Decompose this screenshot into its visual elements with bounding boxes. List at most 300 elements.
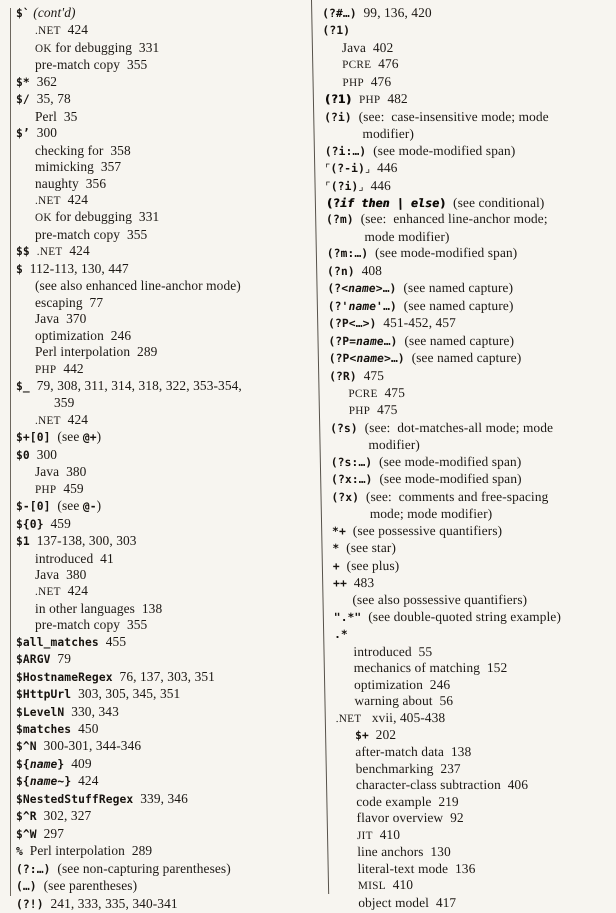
- entry-text: (see star): [339, 540, 397, 556]
- entry-text: 450: [71, 721, 99, 737]
- index-entry: [324, 126, 614, 142]
- index-entry: [16, 40, 304, 57]
- index-entry: [16, 295, 304, 311]
- code-term: $0: [16, 448, 30, 462]
- index-entry: [16, 5, 304, 22]
- entry-text: introduced 41: [35, 550, 114, 566]
- entry-text: (see: [50, 498, 83, 514]
- code-term: @+: [82, 431, 97, 445]
- entry-text: 482: [380, 91, 408, 107]
- entry-text: 330, 343: [64, 703, 119, 719]
- code-term-italic: name~: [29, 775, 65, 789]
- index-entry: [16, 826, 304, 843]
- code-term: @-: [82, 500, 97, 514]
- index-entry: [16, 91, 304, 108]
- code-term: (?P<: [328, 352, 357, 366]
- entry-text: Java 402: [341, 39, 394, 55]
- index-entry: [16, 601, 304, 617]
- index-entry: [325, 178, 615, 195]
- code-term: $ARGV: [16, 653, 51, 667]
- entry-text: Perl 35: [35, 108, 78, 124]
- code-term: (?x:…): [330, 473, 373, 487]
- code-term: (?s:…): [330, 455, 373, 469]
- entry-text: xvii, 405-438: [361, 709, 446, 725]
- code-term: (?#…): [322, 7, 357, 20]
- index-entry: [338, 861, 616, 877]
- code-term: }: [57, 757, 65, 771]
- entry-text: pre-match copy 355: [35, 617, 148, 633]
- entry-text: pre-match copy 355: [35, 57, 148, 73]
- code-term-bold: (?1): [323, 92, 353, 107]
- index-entry: [16, 243, 304, 260]
- smallcaps-text: PHP: [348, 405, 371, 418]
- smallcaps-text: JIT: [356, 829, 373, 842]
- code-term: (?': [327, 299, 349, 313]
- corner-mark: ⌟: [364, 162, 371, 176]
- entry-text: for debugging 331: [51, 209, 160, 225]
- code-term: >…): [383, 352, 405, 366]
- corner-mark: ⌜: [325, 162, 331, 176]
- index-entry: [326, 229, 616, 245]
- entry-text: 446: [363, 177, 392, 193]
- index-entry: [16, 192, 304, 209]
- index-entry: [328, 333, 616, 350]
- smallcaps-text: PHP: [35, 483, 57, 496]
- entry-text: 424: [60, 191, 89, 207]
- entry-text: mode modifier): [364, 228, 450, 244]
- index-entry: [16, 22, 304, 39]
- index-entry: [325, 160, 615, 177]
- index-entry: [16, 395, 304, 411]
- code-term: %: [16, 845, 23, 859]
- smallcaps-text: MISL: [357, 880, 386, 893]
- entry-text: 476: [363, 73, 392, 89]
- index-entry: [16, 651, 304, 668]
- entry-text: (see conditional): [446, 194, 545, 210]
- entry-text: optimization 246: [35, 327, 132, 343]
- index-entry: [16, 447, 304, 464]
- entry-text: 442: [56, 360, 84, 376]
- smallcaps-text: PHP: [342, 76, 365, 89]
- code-term: $^R: [16, 810, 37, 824]
- entry-text: 476: [371, 56, 399, 72]
- index-entry: [16, 617, 304, 633]
- index-entry: [329, 350, 616, 367]
- code-term: $`: [16, 7, 30, 20]
- code-term: $+[0]: [16, 431, 51, 445]
- code-term: (?P<…>): [327, 317, 377, 331]
- code-term-italic: name: [348, 282, 376, 296]
- index-entry: [331, 471, 616, 488]
- index-entry: [333, 558, 616, 575]
- entry-text: 300-301, 344-346: [36, 738, 142, 754]
- code-term: (…): [16, 880, 37, 894]
- entry-text: 451-452, 457: [376, 315, 457, 331]
- code-term: $: [16, 262, 23, 276]
- index-entry: [16, 481, 304, 498]
- code-term: .*: [333, 628, 349, 642]
- index-entry: [16, 311, 304, 327]
- entry-text: 359: [54, 395, 75, 411]
- entry-text: (see possessive quantifiers): [345, 522, 503, 538]
- index-entry: [16, 464, 304, 480]
- entry-text: 303, 305, 345, 351: [71, 686, 181, 702]
- index-entry: [16, 791, 304, 808]
- index-entry: [16, 109, 304, 125]
- entry-text: 241, 333, 335, 340-341: [43, 895, 178, 911]
- code-term: (?P=: [328, 334, 357, 348]
- entry-text: character-class subtraction 406: [355, 777, 529, 793]
- index-entry: [16, 412, 304, 429]
- index-entry: [327, 280, 616, 297]
- code-term: (?:…): [16, 862, 51, 876]
- index-column-1: [16, 5, 304, 913]
- code-term: (?i): [330, 179, 359, 193]
- index-entry: [323, 40, 613, 56]
- code-term: (?x): [331, 490, 360, 504]
- index-entry: [338, 827, 616, 844]
- entry-text: flavor overview 92: [356, 810, 464, 826]
- index-entry: [16, 896, 304, 913]
- index-entry: [337, 761, 616, 777]
- entry-text: (see: comments and free-spacing: [358, 488, 549, 504]
- index-entry: [331, 454, 616, 471]
- index-entry: [16, 74, 304, 91]
- code-term: $HostnameRegex: [16, 670, 113, 684]
- index-entry: [334, 644, 616, 660]
- entry-text: 446: [370, 160, 398, 176]
- code-term: ${: [16, 775, 30, 789]
- entry-text: (see mode-modified span): [366, 142, 516, 158]
- code-term: $all_matches: [16, 635, 99, 649]
- code-term: $1: [16, 535, 30, 549]
- entry-text: (see parentheses): [36, 878, 138, 894]
- code-term: $*: [16, 75, 30, 89]
- entry-text: 475: [356, 367, 385, 383]
- code-term: $^W: [16, 827, 37, 841]
- index-entry: [332, 523, 616, 540]
- index-entry: [336, 744, 616, 760]
- index-entry: [16, 159, 304, 175]
- smallcaps-text: OK: [35, 42, 52, 55]
- code-term-bold-italic: else: [410, 195, 440, 210]
- code-term: …): [383, 334, 398, 348]
- code-term: >…): [375, 282, 397, 296]
- entry-text: (see named capture): [397, 332, 515, 348]
- entry-text: 79: [50, 651, 72, 667]
- entry-text: (see named capture): [396, 280, 514, 296]
- left-margin-rule: [10, 8, 11, 896]
- entry-text: for debugging 331: [51, 39, 160, 55]
- entry-text: mode; mode modifier): [369, 506, 493, 522]
- entry-text: 297: [36, 825, 64, 841]
- index-entry: [16, 756, 304, 773]
- entry-text: (see double-quoted string example): [361, 608, 562, 624]
- entry-text: 424: [71, 773, 99, 789]
- code-term: *: [332, 542, 340, 556]
- smallcaps-text: PCRE: [348, 387, 378, 400]
- index-entry: [337, 810, 616, 826]
- index-entry: [16, 773, 304, 790]
- code-term: ${: [16, 757, 30, 771]
- entry-text: in other languages 138: [35, 600, 163, 616]
- code-term-bold: |: [389, 195, 411, 210]
- index-entry: [332, 540, 616, 557]
- smallcaps-text: .NET: [35, 414, 61, 427]
- entry-text: (see: [50, 429, 83, 445]
- entry-text: mechanics of matching 152: [353, 660, 508, 676]
- index-entry: [335, 677, 616, 693]
- code-term: (?n): [326, 264, 355, 278]
- entry-text: (see named capture): [396, 297, 514, 313]
- code-term: $matches: [16, 723, 72, 737]
- entry-text: 79, 308, 311, 314, 318, 322, 353-354,: [29, 377, 242, 393]
- index-entry: [16, 721, 304, 738]
- code-term-italic: name: [355, 334, 384, 348]
- entry-text: (see: enhanced line-anchor mode;: [353, 211, 548, 227]
- smallcaps-text: .NET: [35, 194, 61, 207]
- index-entry: [331, 489, 616, 506]
- entry-text: 424: [60, 583, 89, 599]
- index-entry: [325, 143, 615, 160]
- index-entry: [335, 660, 616, 676]
- entry-text: 459: [56, 480, 84, 496]
- index-entry: [16, 808, 304, 825]
- index-entry: [16, 583, 304, 600]
- code-term: $/: [16, 93, 30, 107]
- index-entry: [16, 567, 304, 583]
- entry-text: 35, 78: [29, 91, 71, 107]
- smallcaps-text: PCRE: [342, 59, 372, 72]
- entry-text: 483: [346, 574, 375, 590]
- index-entry: [322, 22, 612, 39]
- index-entry: [337, 777, 616, 793]
- entry-text: 410: [372, 826, 401, 842]
- entry-text: checking for 358: [35, 142, 131, 158]
- index-entry: [16, 843, 304, 860]
- index-entry: [326, 195, 616, 211]
- code-term-italic: name: [348, 299, 377, 313]
- code-term: (?R): [328, 369, 357, 383]
- code-term: $HttpUrl: [16, 688, 72, 702]
- code-term: }: [64, 775, 72, 789]
- index-entry: [16, 57, 304, 73]
- index-entry: [16, 516, 304, 533]
- index-entry: [334, 626, 616, 643]
- code-term: (?-i): [330, 162, 366, 176]
- code-term: $-[0]: [16, 500, 51, 514]
- code-term: (?s): [330, 421, 358, 435]
- entry-text: Java 370: [35, 311, 87, 327]
- code-term: (?!): [16, 897, 44, 911]
- index-entry: [16, 176, 304, 192]
- index-entry: [330, 437, 616, 453]
- entry-text: Java 380: [35, 464, 87, 480]
- entry-text: benchmarking 237: [355, 760, 461, 776]
- index-entry: [333, 575, 616, 592]
- entry-text: pre-match copy 355: [35, 226, 148, 242]
- entry-text: 112-113, 130, 447: [22, 260, 129, 276]
- index-entry: [330, 402, 616, 419]
- code-term: +: [332, 559, 340, 573]
- index-entry: [16, 738, 304, 755]
- index-entry: [16, 378, 304, 395]
- index-entry: [16, 429, 304, 446]
- index-entry: [324, 109, 614, 126]
- entry-text: 302, 327: [36, 808, 92, 824]
- index-entry: [328, 298, 616, 315]
- code-term: $^N: [16, 740, 37, 754]
- entry-text: 459: [43, 515, 71, 531]
- entry-text: 99, 136, 420: [356, 5, 432, 20]
- index-entry: [327, 245, 616, 262]
- entry-text: 339, 346: [133, 790, 188, 806]
- entry-text: after-match data 138: [355, 744, 472, 760]
- entry-text: 76, 137, 303, 351: [112, 668, 215, 684]
- entry-text: (see also possessive quantifiers): [352, 592, 528, 608]
- index-entry: [16, 669, 304, 686]
- index-entry: [324, 91, 614, 108]
- code-term: $$: [16, 245, 30, 259]
- index-entry: [338, 844, 616, 860]
- entry-text: 424: [60, 411, 89, 427]
- smallcaps-text: OK: [35, 212, 52, 225]
- entry-text: 424: [62, 243, 90, 259]
- code-term: $LevelN: [16, 705, 65, 719]
- code-term: '…): [375, 299, 397, 313]
- smallcaps-text: .NET: [35, 25, 61, 38]
- smallcaps-text: .NET: [36, 246, 63, 259]
- entry-text: 424: [60, 22, 89, 38]
- index-entry: [333, 592, 616, 608]
- entry-text: Perl interpolation 289: [35, 344, 158, 360]
- index-entry: [16, 361, 304, 378]
- code-term: $NestedStuffRegex: [16, 792, 134, 806]
- index-entry: [323, 74, 613, 91]
- entry-text: 362: [29, 73, 58, 89]
- code-term: ${0}: [16, 517, 44, 531]
- entry-text: 300: [29, 446, 58, 462]
- entry-text: ): [96, 498, 102, 514]
- entry-text: escaping 77: [35, 294, 104, 310]
- entry-text: warning about 56: [354, 693, 454, 709]
- code-term: ++: [332, 576, 348, 590]
- index-entry: [16, 227, 304, 243]
- entry-text: 300: [29, 125, 58, 141]
- code-term: $_: [16, 379, 30, 393]
- code-term: (?<: [327, 282, 349, 296]
- index-column-2: [322, 5, 616, 911]
- entry-text: (see: case-insensitive mode; mode: [351, 108, 549, 124]
- entry-text: (see non-capturing parentheses): [50, 860, 231, 876]
- index-entry: [336, 727, 616, 744]
- code-term: (?1): [322, 24, 351, 38]
- entry-text: modifier): [362, 126, 415, 142]
- smallcaps-text: .NET: [335, 712, 362, 725]
- index-entry: [330, 420, 616, 437]
- index-entry: [16, 634, 304, 651]
- index-entry: [16, 278, 304, 294]
- index-entry: [16, 209, 304, 226]
- index-entry: [334, 609, 616, 626]
- entry-text: (see plus): [339, 557, 400, 573]
- code-term: (?m:…): [326, 247, 369, 261]
- entry-text: (see mode-modified span): [372, 471, 522, 487]
- index-entry: [339, 895, 616, 911]
- index-entry: [329, 368, 616, 385]
- index-entry: [16, 551, 304, 567]
- entry-text: line anchors 130: [357, 844, 451, 860]
- code-term: (?m): [326, 213, 354, 227]
- index-entry: [337, 794, 616, 810]
- index-entry: [16, 498, 304, 515]
- entry-text: modifier): [368, 437, 421, 453]
- index-entry: [16, 533, 304, 550]
- index-entry: [16, 861, 304, 878]
- index-entry: [16, 344, 304, 360]
- code-term: $’: [16, 127, 30, 141]
- code-term-bold-italic: if then: [339, 195, 390, 210]
- entry-text: 475: [370, 402, 398, 418]
- index-entry: [339, 877, 616, 894]
- entry-text: [30, 243, 37, 258]
- index-entry: [16, 261, 304, 278]
- entry-text: Perl interpolation 289: [22, 843, 153, 859]
- entry-text: literal-text mode 136: [357, 860, 476, 876]
- index-entry: [336, 710, 616, 727]
- code-term: $+: [354, 729, 369, 743]
- index-entry: [328, 315, 616, 332]
- index-entry: [322, 5, 612, 22]
- index-entry: [326, 211, 616, 228]
- entry-text: optimization 246: [353, 676, 451, 692]
- code-term: ".*": [333, 610, 362, 624]
- entry-text: 410: [385, 877, 414, 893]
- entry-text: ): [96, 429, 102, 445]
- entry-text: 475: [377, 384, 406, 400]
- entry-text: Java 380: [35, 566, 87, 582]
- corner-mark: ⌟: [358, 179, 364, 193]
- index-entry: [16, 686, 304, 703]
- entry-text: (see also enhanced line-anchor mode): [35, 278, 241, 294]
- entry-text: 202: [368, 727, 397, 743]
- entry-text: (see: dot-matches-all mode; mode: [357, 419, 554, 435]
- entry-text: 408: [354, 262, 383, 278]
- index-entry: [323, 56, 613, 73]
- entry-text: object model 417: [358, 894, 457, 910]
- corner-mark: ⌜: [325, 179, 331, 193]
- entry-text: introduced 55: [353, 643, 433, 659]
- code-term-bold: (?: [325, 195, 341, 210]
- entry-text: 455: [98, 633, 127, 649]
- index-entry: [335, 693, 616, 709]
- index-entry: [16, 704, 304, 721]
- code-term: *+: [331, 524, 347, 538]
- index-entry: [332, 506, 616, 522]
- entry-text: 409: [64, 755, 92, 771]
- entry-text: naughty 356: [35, 175, 107, 191]
- code-term-italic: name: [29, 757, 58, 771]
- code-term-bold: ): [438, 195, 447, 210]
- index-entry: [327, 263, 616, 280]
- index-entry: [16, 125, 304, 142]
- code-term: (?i:…): [324, 144, 367, 158]
- entry-text: (see named capture): [404, 350, 522, 366]
- entry-text: code example 219: [356, 793, 459, 809]
- entry-text: (see mode-modified span): [372, 453, 522, 469]
- smallcaps-text: PHP: [35, 363, 57, 376]
- code-term: (?i): [324, 110, 352, 124]
